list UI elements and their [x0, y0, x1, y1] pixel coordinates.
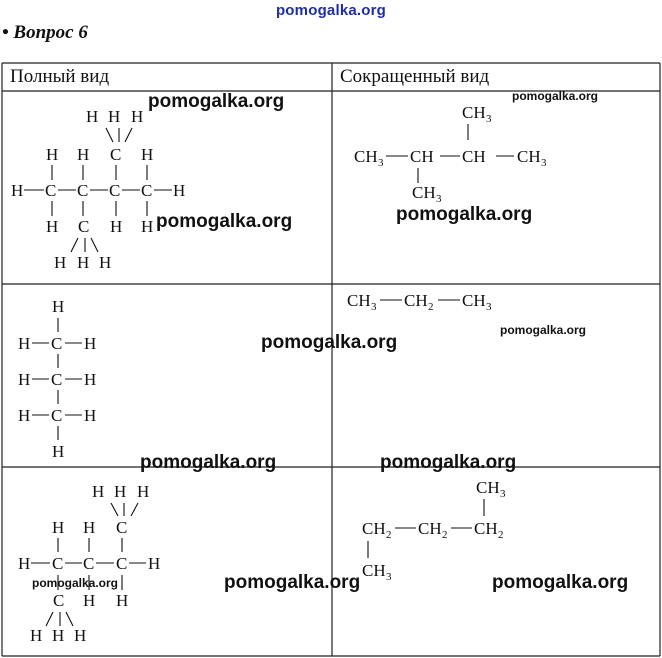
- svg-text:H: H: [137, 482, 150, 501]
- svg-text:H: H: [52, 442, 65, 461]
- svg-text:H: H: [30, 626, 43, 645]
- row3-full-formula: [18, 482, 160, 645]
- svg-text:H: H: [108, 107, 121, 126]
- svg-text:H: H: [116, 591, 129, 610]
- svg-text:H: H: [92, 482, 105, 501]
- svg-text:CH: CH: [362, 519, 386, 538]
- svg-text:H: H: [77, 145, 90, 164]
- svg-text:CH: CH: [418, 519, 442, 538]
- svg-text:2: 2: [428, 301, 434, 313]
- svg-text:H: H: [148, 554, 161, 573]
- svg-text:C: C: [109, 181, 121, 200]
- svg-text:H: H: [18, 370, 31, 389]
- svg-text:CH: CH: [474, 519, 498, 538]
- svg-text:CH: CH: [362, 561, 386, 580]
- svg-text:2: 2: [442, 529, 448, 541]
- svg-text:H: H: [131, 107, 144, 126]
- question-title: • Вопрос 6: [2, 22, 88, 43]
- svg-text:CH: CH: [462, 103, 486, 122]
- row2-full-formula: [18, 297, 96, 461]
- svg-text:C: C: [77, 181, 89, 200]
- svg-text:H: H: [11, 181, 24, 200]
- svg-text:H: H: [52, 626, 65, 645]
- svg-text:H: H: [54, 253, 67, 272]
- watermark: pomogalka.org: [380, 452, 517, 473]
- svg-text:H: H: [110, 217, 123, 236]
- svg-text:3: 3: [386, 571, 392, 583]
- svg-text:C: C: [116, 518, 128, 537]
- svg-text:C: C: [78, 217, 90, 236]
- svg-text:CH: CH: [354, 147, 378, 166]
- svg-text:H: H: [114, 482, 127, 501]
- svg-text:H: H: [84, 370, 97, 389]
- svg-text:CH: CH: [347, 291, 371, 310]
- svg-text:C: C: [141, 181, 153, 200]
- svg-text:H: H: [173, 181, 186, 200]
- svg-text:H: H: [83, 518, 96, 537]
- svg-text:H: H: [18, 334, 31, 353]
- svg-text:H: H: [74, 626, 87, 645]
- svg-text:H: H: [46, 217, 59, 236]
- svg-text:H: H: [99, 253, 112, 272]
- svg-text:C: C: [52, 554, 64, 573]
- svg-text:H: H: [83, 591, 96, 610]
- row2-condensed-formula: [347, 291, 492, 313]
- watermark: pomogalka.org: [396, 204, 533, 225]
- svg-text:3: 3: [378, 157, 384, 169]
- svg-text:2: 2: [386, 529, 392, 541]
- watermark: pomogalka.org: [156, 211, 293, 232]
- svg-text:3: 3: [541, 157, 547, 169]
- watermark: pomogalka.org: [140, 452, 277, 473]
- row3-condensed-formula: [362, 478, 506, 583]
- svg-text:C: C: [45, 181, 57, 200]
- watermark: pomogalka.org: [512, 89, 599, 103]
- svg-text:H: H: [46, 145, 59, 164]
- header-condensed-form: Сокращенный вид: [340, 66, 490, 87]
- svg-text:3: 3: [486, 301, 492, 313]
- svg-text:C: C: [116, 554, 128, 573]
- svg-text:CH: CH: [517, 147, 541, 166]
- svg-text:3: 3: [500, 488, 506, 500]
- row1-condensed-formula: [354, 103, 547, 205]
- row1-full-formula: [11, 107, 185, 272]
- svg-text:H: H: [52, 518, 65, 537]
- svg-text:C: C: [51, 406, 63, 425]
- svg-text:CH: CH: [404, 291, 428, 310]
- svg-text:C: C: [51, 370, 63, 389]
- svg-text:H: H: [84, 334, 97, 353]
- svg-text:H: H: [77, 253, 90, 272]
- svg-text:3: 3: [371, 301, 377, 313]
- watermark: pomogalka.org: [492, 572, 629, 593]
- svg-text:H: H: [141, 145, 154, 164]
- svg-text:H: H: [52, 297, 65, 316]
- svg-text:CH: CH: [476, 478, 500, 497]
- watermark: pomogalka.org: [148, 91, 285, 112]
- svg-text:C: C: [51, 334, 63, 353]
- svg-text:C: C: [110, 145, 122, 164]
- watermark: pomogalka.org: [261, 332, 398, 353]
- svg-text:CH: CH: [462, 291, 486, 310]
- svg-text:H: H: [141, 217, 154, 236]
- svg-text:3: 3: [436, 193, 442, 205]
- svg-text:CH: CH: [412, 183, 436, 202]
- svg-text:C: C: [53, 591, 65, 610]
- watermark: pomogalka.org: [500, 323, 587, 337]
- header-full-form: Полный вид: [10, 66, 110, 87]
- svg-text:CH: CH: [410, 147, 434, 166]
- svg-text:CH: CH: [462, 147, 486, 166]
- svg-text:H: H: [84, 406, 97, 425]
- svg-text:H: H: [18, 406, 31, 425]
- svg-text:H: H: [86, 107, 99, 126]
- svg-text:H: H: [18, 554, 31, 573]
- site-header-watermark: pomogalka.org: [275, 2, 387, 19]
- svg-text:2: 2: [498, 529, 504, 541]
- watermark: pomogalka.org: [32, 576, 119, 590]
- svg-text:C: C: [83, 554, 95, 573]
- watermark: pomogalka.org: [224, 572, 361, 593]
- svg-text:3: 3: [486, 113, 492, 125]
